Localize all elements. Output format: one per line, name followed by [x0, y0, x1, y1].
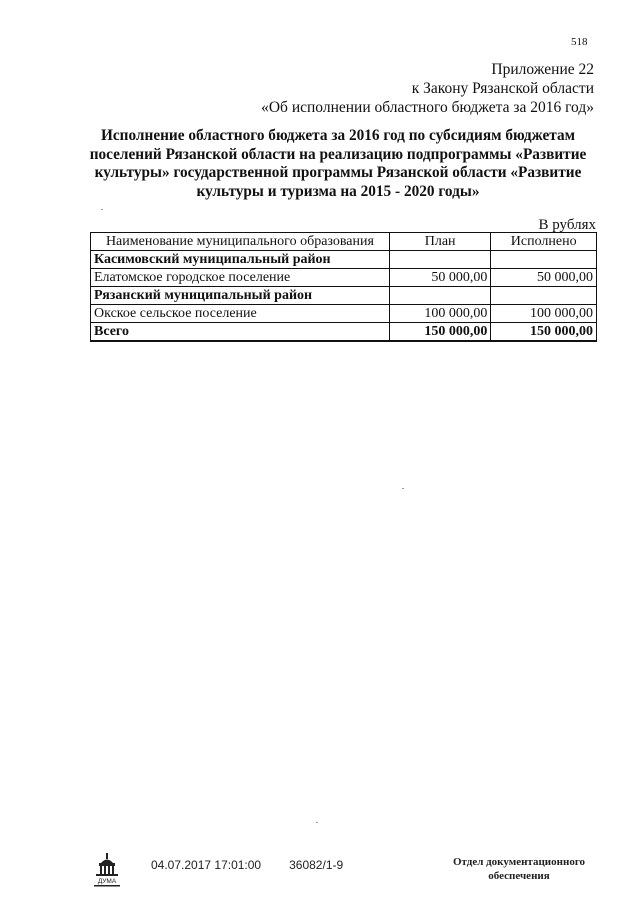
duma-building-icon: [92, 853, 122, 887]
row-executed: [491, 287, 597, 305]
budget-table: [90, 232, 597, 342]
department-line-1: Отдел документационного: [452, 856, 586, 868]
row-name: Рязанский муниципальный район: [91, 287, 390, 305]
registration-stamp: [151, 858, 343, 872]
title-line-1: Исполнение областного бюджета за 2016 год по субсидиям бюджетам: [100, 127, 576, 144]
title-line-2: поселений Рязанской области на реализацию подпрограммы «Развитие: [89, 145, 587, 163]
stamp-datetime: 04.07.2017 17:01:00: [151, 858, 262, 872]
table-row-district: [91, 287, 597, 305]
units-label: В рублях: [538, 217, 596, 233]
table-row-district: [91, 251, 597, 269]
page-number: 518: [571, 36, 588, 48]
row-plan: 50 000,00: [389, 269, 491, 287]
row-name: Окское сельское поселение: [91, 305, 390, 323]
title-line-3: культуры» государственной программы Рязанской области «Развитие: [94, 164, 582, 181]
row-executed: 100 000,00: [491, 305, 597, 323]
row-plan: [389, 251, 491, 269]
header-name: Наименование муниципального образования: [91, 233, 390, 251]
row-plan: 100 000,00: [389, 305, 491, 323]
row-executed: [491, 251, 597, 269]
row-name: Касимовский муниципальный район: [91, 251, 390, 269]
table-row-settlement: [91, 305, 597, 323]
appendix-header: [261, 60, 594, 117]
stamp-reg-number: 36082/1-9: [289, 858, 344, 872]
appendix-line-2: к Закону Рязанской области: [411, 80, 594, 97]
appendix-line-1: Приложение 22: [491, 61, 594, 78]
scan-speck: [101, 209, 103, 210]
table-row-settlement: [91, 269, 597, 287]
scan-speck: [402, 488, 404, 489]
department-line-2: обеспечения: [488, 870, 550, 882]
title-line-4: культуры и туризма на 2015 - 2020 годы»: [196, 182, 480, 200]
row-name: Елатомское городское поселение: [91, 269, 390, 287]
header-plan: План: [389, 233, 491, 251]
appendix-line-3: «Об исполнении областного бюджета за 2016 год»: [261, 99, 594, 116]
total-name: Всего: [91, 323, 390, 342]
table-header-row: [91, 233, 597, 251]
scan-speck: [316, 822, 318, 823]
row-plan: [389, 287, 491, 305]
department-stamp: [444, 855, 594, 883]
total-executed: 150 000,00: [491, 323, 597, 342]
table-row-total: [91, 323, 597, 342]
document-title: [70, 127, 606, 201]
header-executed: Исполнено: [491, 233, 597, 251]
duma-logo: [92, 853, 122, 887]
row-executed: 50 000,00: [491, 269, 597, 287]
total-plan: 150 000,00: [389, 323, 491, 342]
logo-text: ДУМА: [97, 878, 117, 885]
